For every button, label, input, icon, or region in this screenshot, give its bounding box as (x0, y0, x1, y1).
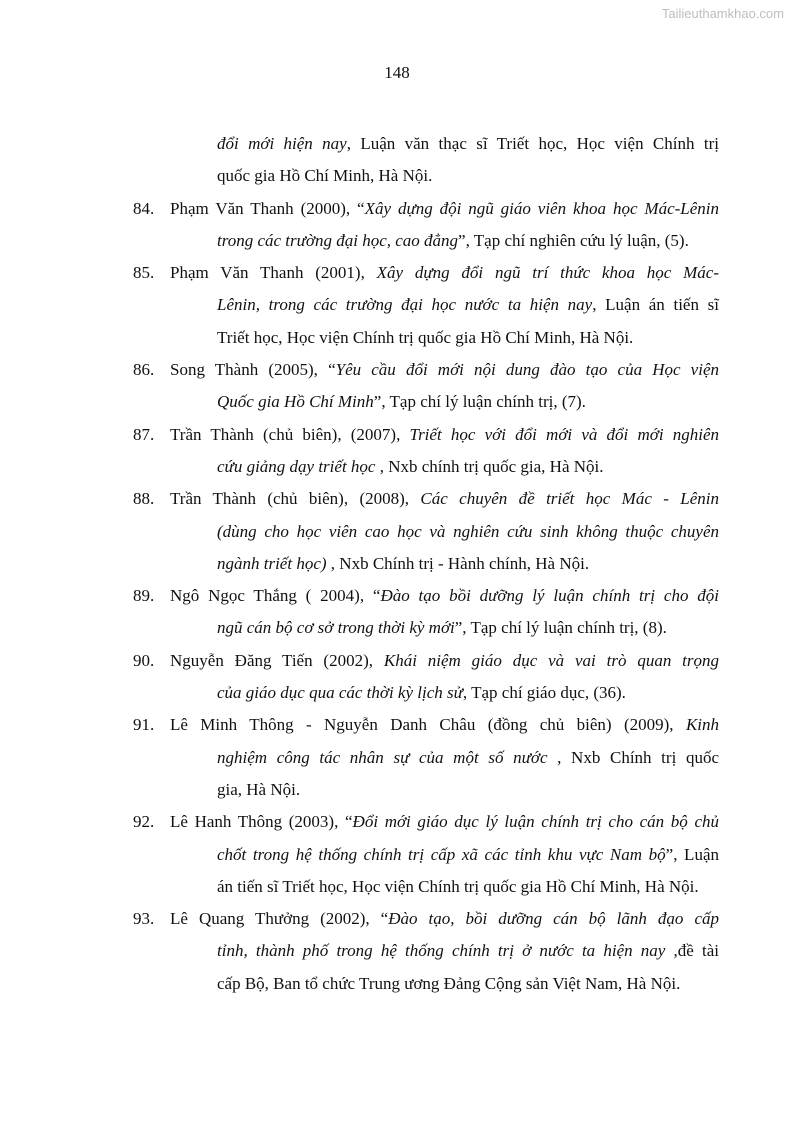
reference-line (133, 548, 719, 580)
reference-entry (133, 903, 719, 1000)
reference-title-text: Triết học với đổi mới và đổi mới nghiên (409, 424, 720, 444)
reference-line (133, 128, 719, 160)
reference-line (133, 774, 719, 806)
reference-first-line (170, 483, 719, 515)
reference-line (133, 806, 719, 838)
reference-text: Phạm Văn Thanh (2000), “ (170, 198, 365, 218)
reference-title-text: Đào tạo, bồi dưỡng cán bộ lãnh đạo cấp (388, 909, 719, 929)
reference-entry (133, 580, 719, 645)
reference-line (133, 645, 719, 677)
reference-text: ”, Luận (665, 844, 719, 864)
reference-number: 91. (133, 715, 155, 735)
reference-text: Song Thành (2005), “ (170, 360, 336, 380)
reference-first-line (170, 580, 719, 612)
reference-title-text: Các chuyên đề triết học Mác - Lênin (420, 489, 719, 509)
reference-title-text: Kinh (685, 715, 719, 735)
reference-line (133, 935, 719, 967)
reference-number: 88. (133, 489, 155, 509)
reference-title-text: ngũ cán bộ cơ sở trong thời kỳ mới (217, 618, 455, 638)
reference-line (133, 709, 719, 741)
reference-text: Lê Minh Thông - Nguyễn Danh Châu (đồng chủ biên) (2009), (170, 715, 686, 735)
reference-text: , Luận án tiến sĩ (592, 295, 719, 315)
reference-line (133, 483, 719, 515)
reference-text: , Nxb chính trị quốc gia, Hà Nội. (375, 456, 604, 476)
reference-line (133, 354, 719, 386)
reference-title-text: Đổi mới giáo dục lý luận chính trị cho cán bộ chủ (352, 812, 719, 832)
reference-line (133, 193, 719, 225)
reference-title-text: tỉnh, thành phố trong hệ thống chính trị ở nước ta hiện nay (217, 941, 666, 961)
reference-text: Lê Hanh Thông (2003), “ (170, 812, 353, 832)
reference-title-text: nghiệm công tác nhân sự của một số nước (217, 747, 548, 767)
reference-entry (133, 709, 719, 806)
reference-list (133, 128, 719, 1000)
reference-line (133, 742, 719, 774)
reference-number: 85. (133, 263, 155, 283)
reference-title-text: cứu giảng dạy triết học (217, 456, 376, 476)
reference-line (133, 160, 719, 192)
reference-first-line (170, 354, 719, 386)
reference-title-text: trong các trường đại học, cao đẳng (217, 230, 459, 250)
reference-text: ”, Tạp chí lý luận chính trị, (7). (373, 392, 586, 412)
reference-text: cấp Bộ, Ban tổ chức Trung ương Đảng Cộng sản Việt Nam, Hà Nội. (217, 973, 681, 993)
continuation-entry (133, 128, 719, 193)
reference-entry (133, 483, 719, 580)
reference-first-line (170, 257, 719, 289)
reference-line (133, 580, 719, 612)
reference-text: ,đề tài (665, 941, 719, 961)
reference-text: Lê Quang Thưởng (2002), “ (170, 909, 389, 929)
reference-title-text: ngành triết học) (217, 553, 327, 573)
reference-line (133, 839, 719, 871)
reference-number: 84. (133, 198, 155, 218)
reference-text: Triết học, Học viện Chính trị quốc gia Hồ Chí Minh, Hà Nội. (217, 327, 634, 347)
reference-number: 86. (133, 360, 155, 380)
reference-line (133, 677, 719, 709)
reference-title-text: của giáo dục qua các thời kỳ lịch sử (217, 683, 463, 703)
reference-line (133, 871, 719, 903)
reference-entry (133, 193, 719, 258)
reference-text: Nguyễn Đăng Tiến (2002), (170, 650, 384, 670)
reference-number: 92. (133, 812, 155, 832)
reference-line (133, 451, 719, 483)
reference-first-line (170, 645, 719, 677)
reference-text: Ngô Ngọc Thắng ( 2004), “ (170, 586, 381, 606)
reference-title-text: (dùng cho học viên cao học và nghiên cứu sinh không thuộc chuyên (217, 521, 719, 541)
page-number: 148 (384, 63, 410, 82)
reference-text: , Nxb Chính trị quốc (547, 747, 719, 767)
reference-title-text: Yêu cầu đổi mới nội dung đào tạo của Học viện (335, 360, 719, 380)
reference-title-text: Xây dựng đổi ngũ trí thức khoa học Mác- (376, 263, 719, 283)
reference-entry (133, 354, 719, 419)
reference-text: ”, Tạp chí lý luận chính trị, (8). (454, 618, 667, 638)
reference-title-text: Khái niệm giáo dục và vai trò quan trọng (383, 650, 719, 670)
reference-entry (133, 645, 719, 710)
reference-text: Trần Thành (chủ biên), (2007), (170, 424, 410, 444)
reference-title-text: Quốc gia Hồ Chí Minh (217, 392, 374, 412)
reference-title-text: Lênin, trong các trường đại học nước ta hiện nay (217, 295, 593, 315)
reference-text: quốc gia Hồ Chí Minh, Hà Nội. (217, 166, 433, 186)
reference-entry (133, 257, 719, 354)
reference-title-text: đổi mới hiện nay (217, 134, 347, 153)
reference-first-line (170, 193, 719, 225)
reference-line (133, 386, 719, 418)
reference-line (133, 257, 719, 289)
reference-text: , Nxb Chính trị - Hành chính, Hà Nội. (326, 553, 590, 573)
reference-text: ”, Tạp chí nghiên cứu lý luận, (5). (458, 230, 689, 250)
reference-line (133, 903, 719, 935)
reference-first-line (170, 419, 719, 451)
reference-number: 93. (133, 909, 155, 929)
reference-number: 90. (133, 650, 155, 670)
reference-text: , Tạp chí giáo dục, (36). (462, 683, 626, 703)
reference-line (133, 322, 719, 354)
reference-entry (133, 806, 719, 903)
reference-line (133, 419, 719, 451)
watermark: Tailieuthamkhao.com (661, 6, 784, 21)
reference-line (133, 968, 719, 1000)
reference-text: Phạm Văn Thanh (2001), (170, 263, 377, 283)
reference-text: án tiến sĩ Triết học, Học viện Chính trị quốc gia Hồ Chí Minh, Hà Nội. (217, 876, 699, 896)
reference-text: gia, Hà Nội. (217, 779, 301, 799)
reference-title-text: chốt trong hệ thống chính trị cấp xã các tỉnh khu vực Nam bộ (217, 844, 666, 864)
reference-number: 89. (133, 586, 155, 606)
reference-text: , Luận văn thạc sĩ Triết học, Học viện Chính trị (346, 134, 719, 153)
reference-line (133, 289, 719, 321)
reference-first-line (170, 806, 719, 838)
reference-title-text: Xây dựng đội ngũ giáo viên khoa học Mác-Lênin (364, 198, 719, 218)
reference-line (133, 516, 719, 548)
reference-line (133, 225, 719, 257)
reference-line (133, 612, 719, 644)
reference-title-text: Đào tạo bồi dưỡng lý luận chính trị cho đội (380, 586, 719, 606)
reference-first-line (170, 709, 719, 741)
reference-entry (133, 419, 719, 484)
reference-first-line (170, 903, 719, 935)
reference-number: 87. (133, 424, 155, 444)
reference-text: Trần Thành (chủ biên), (2008), (170, 489, 421, 509)
